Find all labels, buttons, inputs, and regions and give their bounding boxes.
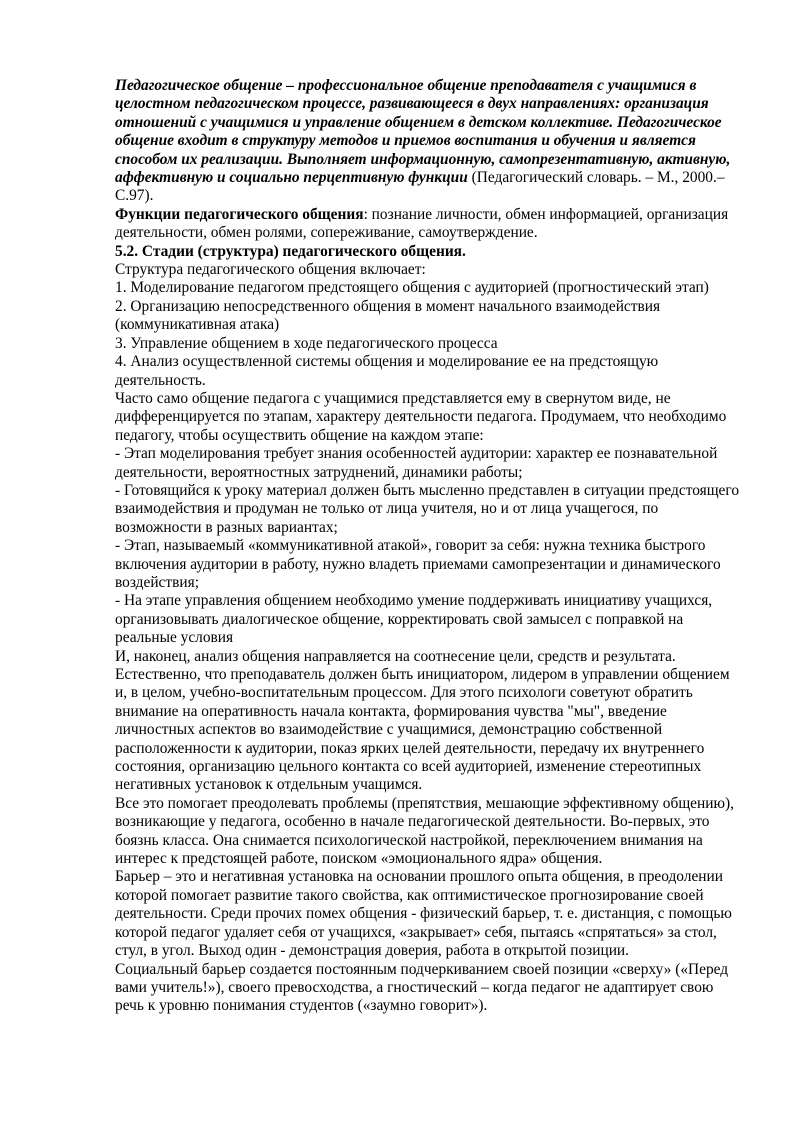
stage-item: 4. Анализ осуществленной системы общения и моделирование ее на предстоящую деятельность. <box>115 353 659 389</box>
paragraph-analysis: И, наконец, анализ общения направляется на соотнесение цели, средств и результата. Естественно, что преподаватель должен быть инициатором, лидером в управлении общением и, в целом, учебно-воспитательным процессом. Для этого психологи советуют обратить внимание на оперативность начала контакта, формирования чувства "мы", введение личностных аспектов во взаимодействие с учащимися, демонстрацию собственной расположенности к аудитории, показ ярких целей деятельности, передачу их внутреннего состояния, организацию цельного контакта со всей аудиторией, изменение стереотипных негативных установок к отдельным учащимся. <box>115 647 730 794</box>
definition-text: Педагогическое общение – профессиональное общение преподавателя с учащимися в целостном педагогическом процессе, развивающееся в двух направлениях: организация отношений с учащимися и управление общением в детском коллективе. Педагогическое общение входит в структуру методов и приемов воспитания и обучения и является способом их реализации. Выполняет информационную, самопрезентативную, активную, аффективную и социально перцептивную функции <box>115 77 731 187</box>
definition-paragraph <box>115 77 745 206</box>
document-page <box>115 77 745 1016</box>
functions-text: : познание личности, обмен информацией, организация деятельности, обмен ролями, сопереживание, самоутверждение. <box>115 205 729 242</box>
paragraph-problems: Все это помогает преодолевать проблемы (препятствия, мешающие эффективному общению), возникающие у педагога, особенно в начале педагогической деятельности. Во-первых, это боязнь класса. Она снимается психологической настройкой, переключением внимания на интерес к предстоящей работе, поиском «эмоционального ядра» общения. <box>115 794 734 868</box>
functions-label: Функции педагогического общения <box>115 205 364 223</box>
paragraph-social: Социальный барьер создается постоянным подчеркиванием своей позиции «сверху» («Перед вами учитель!»), своего превосходства, а гностический – когда педагог не адаптирует свою речь к уровню понимания студентов («заумно говорит»). <box>115 960 729 1015</box>
stage-item: 1. Моделирование педагогом предстоящего общения с аудиторией (прогностический этап) <box>115 279 709 297</box>
stage-note: - Этап, называемый «коммуникативной атакой», говорит за себя: нужна техника быстрого включения аудитории в работу, нужно владеть приемами самопрезентации и динамического воздействия; <box>115 537 721 591</box>
stage-item: 3. Управление общением в ходе педагогического процесса <box>115 334 498 352</box>
paragraph-collapsed: Часто само общение педагога с учащимися представляется ему в свернутом виде, не дифференцируется по этапам, характеру деятельности педагога. Продумаем, что необходимо педагогу, чтобы осуществить общение на каждом этапе: <box>115 389 727 444</box>
stage-note: - На этапе управления общением необходимо умение поддерживать инициативу учащихся, организовывать диалогическое общение, корректировать свой замысел с поправкой на реальные условия <box>115 592 713 647</box>
functions-paragraph <box>115 206 745 243</box>
stage-note: - Готовящийся к уроку материал должен быть мысленно представлен в ситуации предстоящего взаимодействия и продуман не только от лица учителя, но и от лица учащегося, по возможности в разных вариантах; <box>115 481 740 536</box>
structure-intro: Структура педагогического общения включает: <box>115 261 426 279</box>
paragraph-barrier: Барьер – это и негативная установка на основании прошлого опыта общения, в преодолении которой помогает развитие такого свойства, как оптимистическое прогнозирование своей деятельности. Среди прочих помех общения - физический барьер, т. е. дистанция, с помощью которой педагог удаляет себя от учащихся, «закрывает» себя, пытаясь «спрятаться» за стол, стул, в угол. Выход один - демонстрация доверия, работа в открытой позиции. <box>115 868 732 960</box>
definition-source: (Педагогический словарь. – М., 2000.– С.97). <box>115 169 725 205</box>
stage-item: 2. Организацию непосредственного общения в момент начального взаимодействия (коммуникативная атака) <box>115 297 661 334</box>
section-heading: 5.2. Стадии (структура) педагогического общения. <box>115 242 466 260</box>
stage-note: - Этап моделирования требует знания особенностей аудитории: характер ее познавательной деятельности, вероятностных затруднений, динамики работы; <box>115 445 718 481</box>
